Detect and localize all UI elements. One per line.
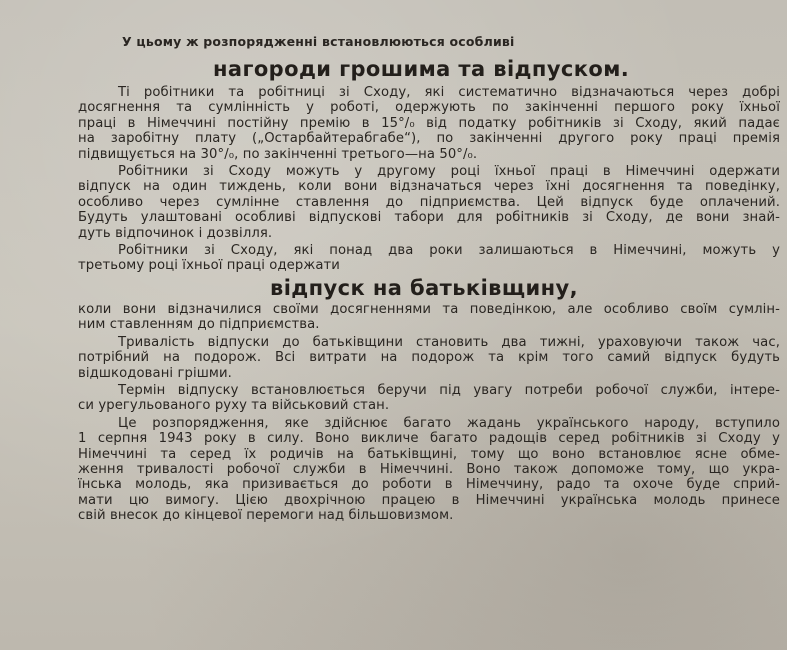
text-line: си урегульованого руху та військовий стан. [78,398,390,414]
text-line: потрібний на подорож. Всі витрати на подорож та крім того самий відпуск будуть [78,350,780,366]
text-line: підвищується на 30°/₀, по закінченні третього—на 50°/₀. [78,146,478,162]
text-line: Тривалість відпуски до батьківщини становить два тижні, ураховуючи також час, [118,334,780,350]
text-line: Це розпорядження, яке здійснює багато жадань українського народу, вступило [118,415,780,431]
paragraph-term [78,383,780,414]
text-line: 1 серпня 1943 року в силу. Воно викличе багато радощів серед робітників зі Сходу у [78,431,780,447]
text-line: на заробітну плату („Остарбайтерабгабе“), по закінченні другого року праці премія [78,131,780,147]
text-line: Термін відпуску встановлюється беручи під увагу потреби робочої служби, інтере- [118,382,780,398]
text-line: свій внесок до кінцевої перемоги над більшовизмом. [78,508,454,524]
text-line: коли вони відзначилися своїми досягненнями та поведінкою, але особливо своїм сумлін- [78,301,780,317]
text-line: Німеччині та серед їх родичів на батьківщині, тому що воно встановлює ясне обме- [78,446,780,462]
text-line: Будуть улаштовані особливі відпускові табори для робітників зі Сходу, де вони знай- [78,210,780,226]
paragraph-third-year [78,243,780,274]
text-line: досягнення та сумлінність у роботі, одержують по закінченні першого року їхньої [78,100,780,116]
paragraph-premium [78,85,780,162]
paragraph-duration [78,335,780,381]
text-line: ження тривалості робочої служби в Німеччині. Воно також допоможе тому, що укра- [78,461,780,477]
text-line: мати цю вимогу. Цією двохрічною працею в Німеччині українська молодь принесе [78,492,780,508]
intro-line: У цьому ж розпорядженні встановлюються особливі [122,34,515,49]
text-line: Робітники зі Сходу можуть у другому році їхньої праці в Німеччині одержати [118,164,780,180]
text-line: Робітники зі Сходу, які понад два роки залишаються в Німеччині, можуть у [118,243,780,259]
paragraph-conclusion [78,416,780,524]
text-line: особливо через сумлінне ставлення до підприємства. Цей відпуск буде оплачений. [78,194,780,210]
text-line: ним ставленням до підприємства. [78,317,320,333]
text-line: праці в Німеччині постійну премію в 15°/₀ від податку робітників зі Сходу, який падає [78,115,780,131]
text-line: їнська молодь, яка призивається до роботи в Німеччину, радо та охоче буде сприй- [78,477,780,493]
text-line: третьому році їхньої праці одержати [78,258,340,274]
paragraph-week-leave [78,164,780,241]
text-line: відшкодовані грішми. [78,365,232,381]
heading-rewards: нагороди грошима та відпуском. [213,57,630,81]
text-line: відпуск на один тиждень, коли вони відзначаться через їхні досягнення та поведінку, [78,179,780,195]
heading-home-leave: відпуск на батьківщину, [270,275,578,300]
text-line: дуть відпочинок і дозвілля. [78,225,273,241]
paragraph-conditions [78,302,780,333]
text-line: Ті робітники та робітниці зі Сходу, які систематично відзначаються через добрі [118,85,780,100]
document-text [78,26,780,524]
